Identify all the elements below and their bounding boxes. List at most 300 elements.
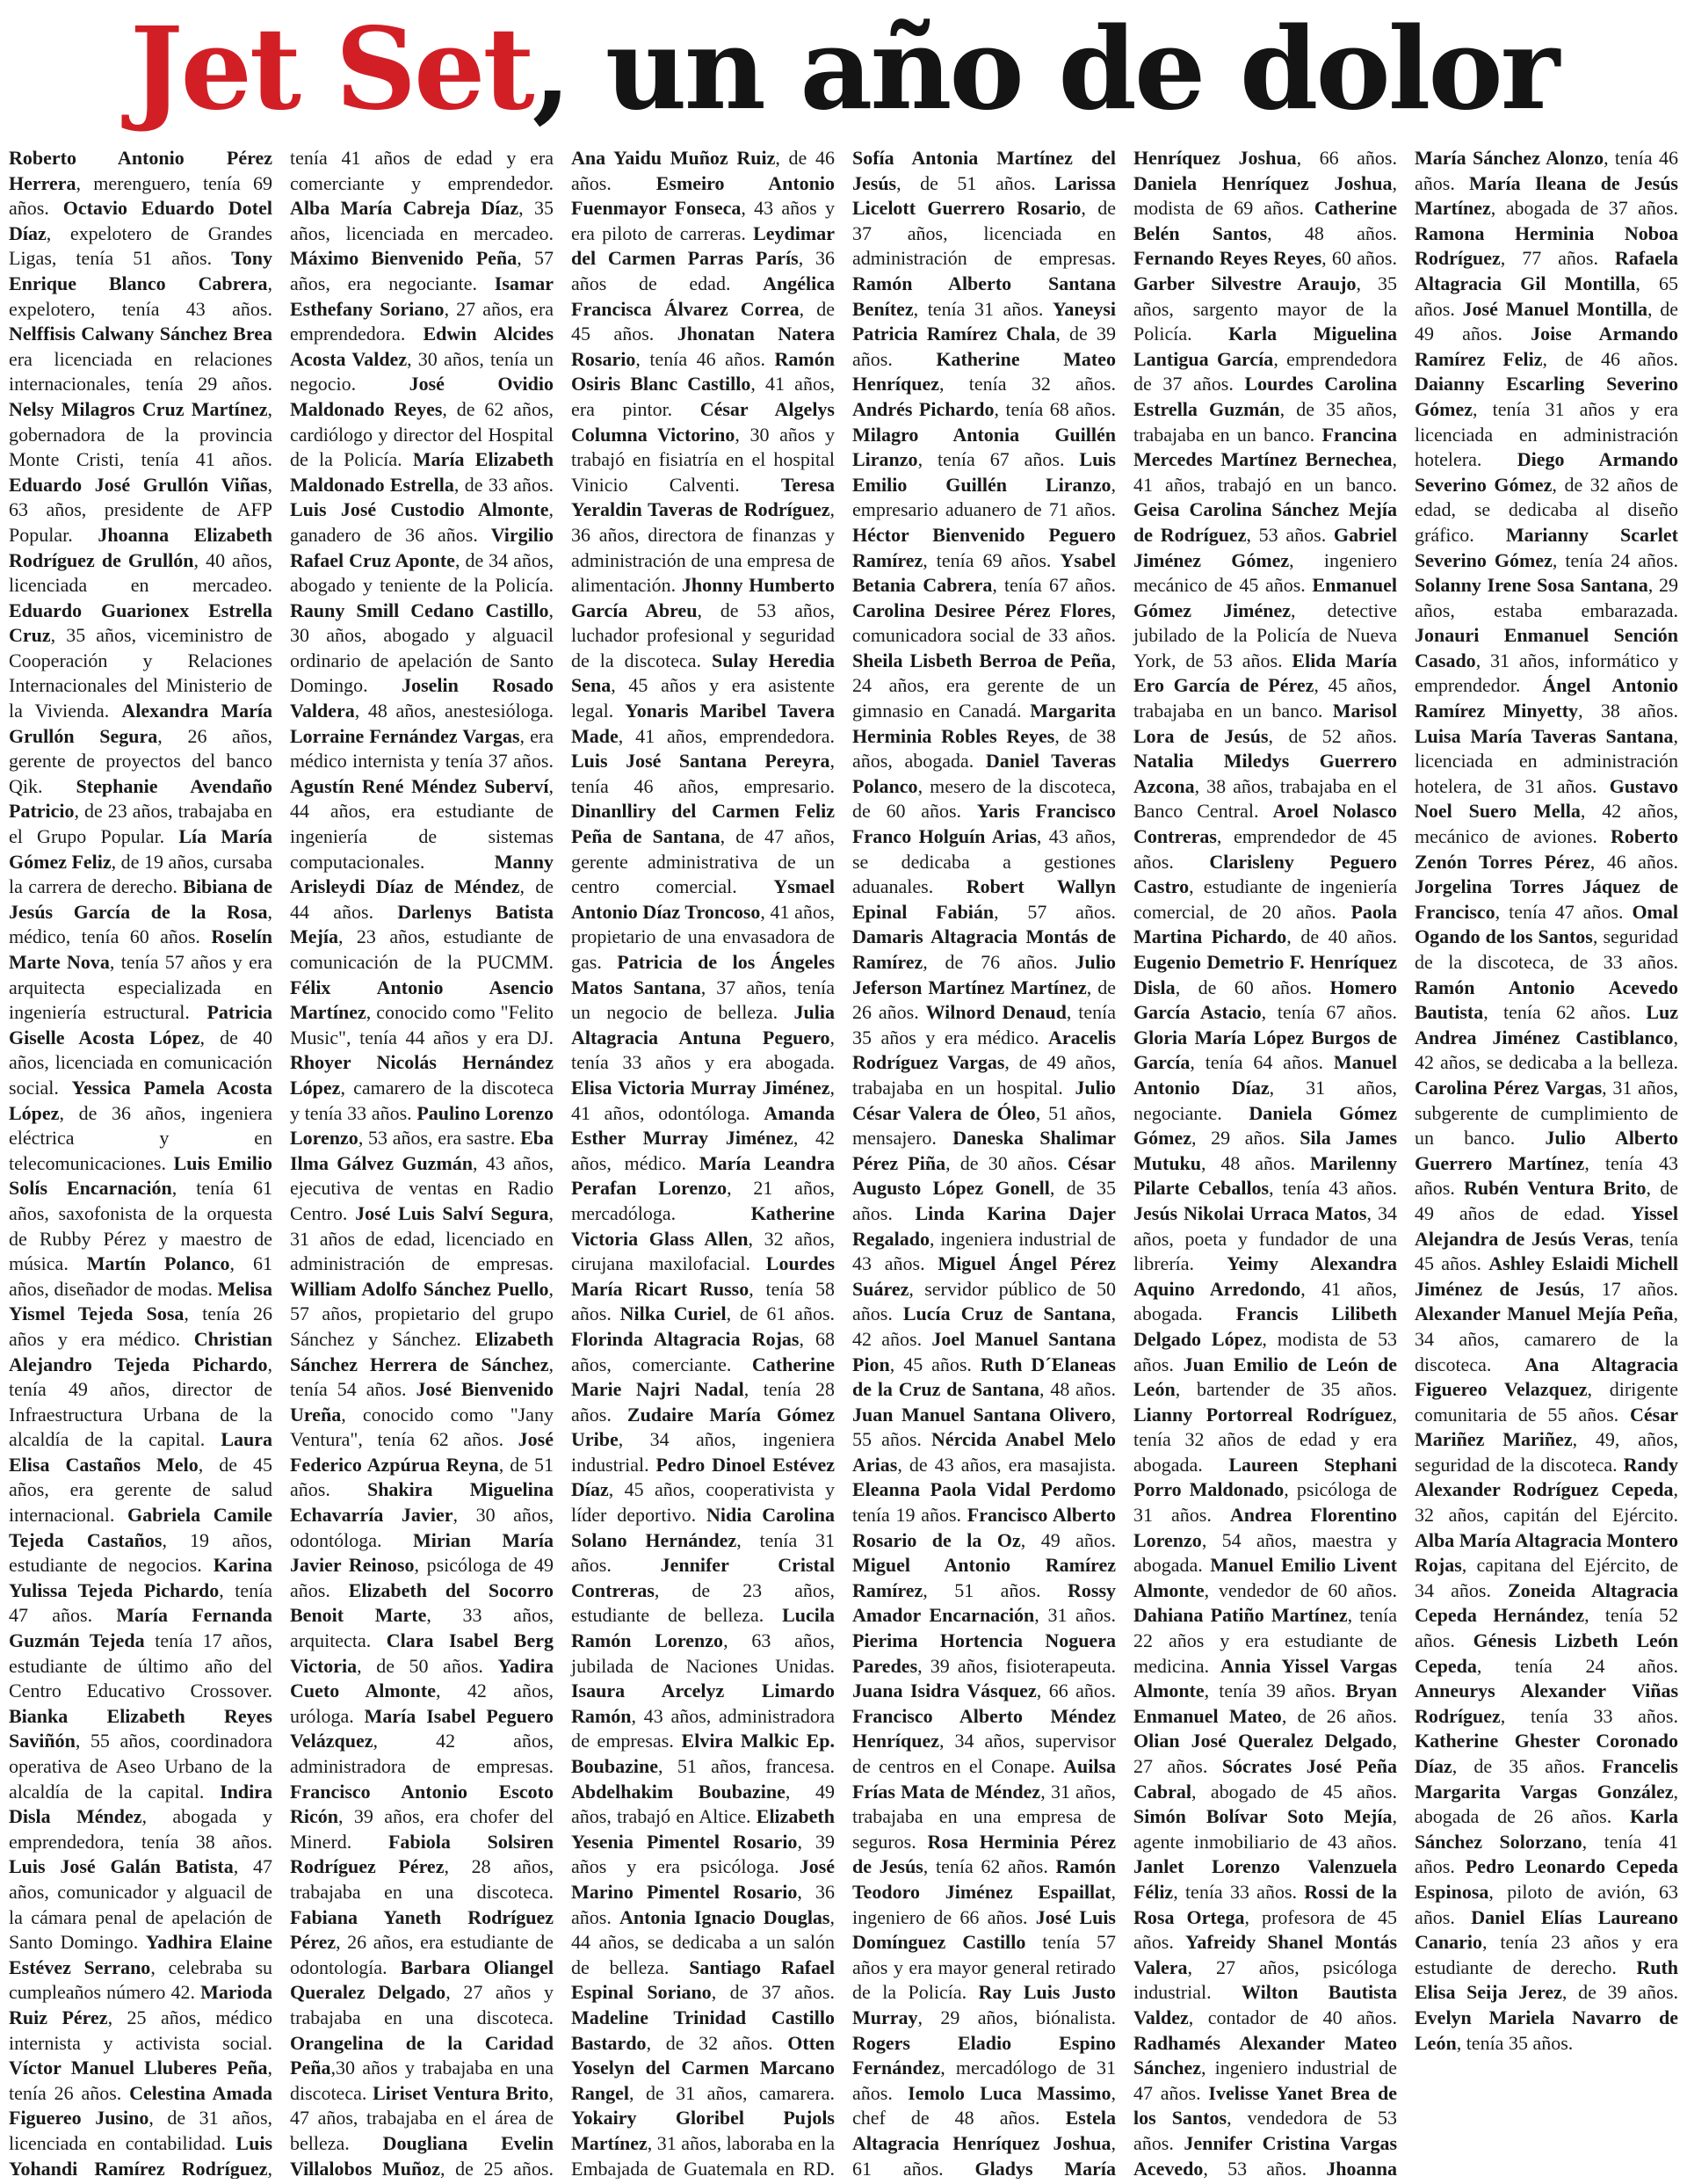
victim-name: Robert Wallyn Epinal Fabián <box>852 875 1116 923</box>
victim-name: Lucía Cruz de Santana <box>902 1302 1111 1325</box>
victim-description: , de 47 años, gerente administrativa de un centro comercial. <box>571 825 835 898</box>
victim-name: Lorraine Fernández Vargas <box>290 724 520 747</box>
victim-description: ,30 años y trabajaba en una discoteca. <box>290 2057 554 2104</box>
victim-description: , tenía 22 años y era estudiante de medicina. <box>1133 1604 1397 1677</box>
victim-description: , médico, tenía 60 años. <box>9 900 272 948</box>
victim-name: Jennifer Cristina Vargas Acevedo <box>1133 2131 1398 2179</box>
victim-description: , 45 años, trabajaba en un banco. <box>1133 674 1398 722</box>
victim-description: , de 26 años. <box>1281 1704 1397 1727</box>
victim-name: Larissa Licelott Guerrero Rosario <box>852 171 1117 220</box>
victim-name: Rosa Herminia Pérez de Jesús <box>852 1830 1116 1878</box>
victim-name: Daianny Escarling Severino Gómez <box>1415 373 1678 420</box>
victim-entry <box>1415 976 1678 1024</box>
victim-description: , 47 años, trabajaba en el área de belleza. <box>290 2081 554 2154</box>
victim-name: Daniela Henríquez Joshua <box>1133 171 1393 194</box>
victim-description: , 53 años. <box>1246 523 1327 546</box>
victim-name: Yadira Cueto Almonte <box>290 1654 554 1702</box>
victim-description: , tenía 57 años y era arquitecta especializada en ingeniería estructural. <box>9 951 273 1024</box>
victim-name: Jonauri Enmanuel Sención Casado <box>1415 624 1678 671</box>
victim-name: Yaneysi Patricia Ramírez Chala <box>852 297 1116 345</box>
victim-name: Luis Emilio Solís Encarnación <box>9 1151 272 1200</box>
victim-description: , 39 años, fisioterapeuta. <box>917 1654 1116 1677</box>
victim-description: , tenía 67 años. <box>992 574 1116 597</box>
victim-name: Aroel Nolasco Contreras <box>1133 800 1397 848</box>
victim-entry <box>1415 574 1678 621</box>
victim-description: , 31 años, trabajaba en una empresa de seguros. <box>852 1780 1116 1853</box>
victim-name: Lucila Ramón Lorenzo <box>571 1604 835 1652</box>
victim-description: , chef de 48 años. <box>852 2081 1117 2130</box>
victim-description: , de 45 años. <box>571 297 835 345</box>
victim-description: , 43 años, administradora de empresas. <box>571 1704 835 1752</box>
victim-name: Patricia de los Ángeles Matos Santana <box>571 951 835 998</box>
victim-name: Anneurys Alexander Viñas Rodríguez <box>1415 1680 1678 1727</box>
victim-description: , tenía 67 años. <box>917 448 1065 471</box>
victim-description: , 29 años, estaba embarazada. <box>1415 574 1678 621</box>
victim-name: Abdelhakim Boubazine <box>571 1780 786 1803</box>
victim-name: Miguel Ángel Pérez Suárez <box>852 1252 1117 1300</box>
victim-description: , 45 años y era asistente legal. <box>571 674 835 722</box>
victim-name: Mirian María Javier Reinoso <box>290 1528 554 1577</box>
victim-description: , 32 años, cirujana maxilofacial. <box>571 1227 835 1275</box>
victim-description: , 31 años, negociante. <box>1133 1076 1398 1124</box>
victim-description: , tenía 31 años y era licenciada en administración hotelera. <box>1415 397 1678 471</box>
victim-description: , mercadólogo de 31 años. <box>852 2057 1116 2104</box>
victim-name: José Luis Domínguez Castillo <box>852 1905 1116 1954</box>
victim-description: , 57 años, era negociante. <box>290 247 554 294</box>
victim-name: Esmeiro Antonio Fuenmayor Fonseca <box>571 171 835 220</box>
victim-name: Nelsy Milagros Cruz Martínez <box>9 397 268 420</box>
victim-name: Elizabeth del Socorro Benoit Marte <box>290 1578 554 1627</box>
victim-name: Julio Alberto Guerrero Martínez <box>1415 1127 1678 1174</box>
victim-description: , 57 años, propietario del grupo Sánchez y Sánchez. <box>290 1277 554 1350</box>
victim-name: Jhoanna Elizabeth Rodríguez de Grullón <box>9 523 273 571</box>
victim-description: , 51 años, mensajero. <box>852 1101 1117 1150</box>
victim-description: , tenía 47 años. <box>9 1578 272 1627</box>
victim-name: Olian José Queralez Delgado <box>1133 1730 1393 1752</box>
victim-description: , abogada de 37 años. <box>1490 197 1678 220</box>
victim-description: , 49 años. <box>1020 1528 1116 1551</box>
victim-description: , tenía 68 años. <box>994 397 1116 420</box>
victim-description: , ingeniero mecánico de 45 años. <box>1133 548 1397 597</box>
victim-description: , servidor público de 50 años. <box>852 1277 1116 1325</box>
victim-description: , de 51 años. <box>290 1453 554 1501</box>
victim-name: Julio César Valera de Óleo <box>852 1076 1116 1124</box>
victim-description: , 34 años, supervisor de centros en el Conape. <box>852 1730 1116 1777</box>
victim-name: Clara Isabel Berg Victoria <box>290 1629 554 1677</box>
victim-name: Rhoyer Nicolás Hernández López <box>290 1051 554 1099</box>
victim-name: Elida María Ero García de Pérez <box>1133 649 1398 697</box>
victim-description: , 26 años, era estudiante de odontología. <box>290 1931 554 1978</box>
victim-name: Gustavo Noel Suero Mella <box>1415 774 1678 823</box>
victim-name: Teresa Yeraldin Taveras de Rodríguez <box>571 473 835 521</box>
victim-description: , 27 años, era emprendedora. <box>290 297 554 345</box>
victim-name: Annia Yissel Vargas Almonte <box>1133 1654 1398 1702</box>
victim-description: , de 30 años. <box>945 1151 1058 1174</box>
victim-description: , 36 años. <box>571 1880 835 1928</box>
victim-description: , 42 años, médico. <box>571 1127 835 1174</box>
victim-name: Leydimar del Carmen Parras París <box>571 221 835 270</box>
victim-name: Randy Alexander Rodríguez Cepeda <box>1415 1453 1678 1501</box>
victim-name: Zoneida Altagracia Cepeda Hernández <box>1415 1578 1678 1627</box>
victim-description: , 49 años, trabajó en Altice. <box>571 1780 836 1828</box>
victim-description: , 35 años, sargento mayor de la Policía. <box>1133 272 1397 345</box>
victim-name: Yafreidy Shanel Montás Valera <box>1133 1931 1398 1978</box>
victim-description: , de 23 años, trabajaba en el Grupo Popular. <box>9 800 272 848</box>
victim-name: Ramón Alberto Santana Benítez <box>852 272 1116 320</box>
victim-description: , 34 años, poeta y fundador de una librería. <box>1133 1201 1398 1275</box>
victim-description: , tenía 45 años. <box>1415 1227 1678 1275</box>
victim-description: , 41 años, emprendedora. <box>618 724 835 747</box>
victim-description: , de 33 años. <box>453 473 554 496</box>
victim-name: José Ovidio Maldonado Reyes <box>290 373 554 420</box>
victim-description: tenía 19 años. <box>852 1504 962 1527</box>
victim-name: Daniela Gómez Gómez <box>1133 1101 1397 1150</box>
victim-name: Fabiola Solsiren Rodríguez Pérez <box>290 1830 554 1878</box>
victim-name: Manuel Emilio Livent Almonte <box>1133 1554 1397 1601</box>
victim-name: Madeline Trinidad Castillo Bastardo <box>571 2006 835 2054</box>
victim-description: , 29 años. <box>1191 1127 1285 1150</box>
victim-description: , vendedor de 60 años. <box>1204 1578 1397 1601</box>
victim-name: Sheila Lisbeth Berroa de Peña <box>852 649 1111 671</box>
victim-description: , 48 años. <box>1039 1378 1116 1401</box>
victim-name: José Bienvenido Ureña <box>290 1378 554 1426</box>
victim-description: , tenía 62 años. <box>1483 1001 1632 1024</box>
victim-name: Natalia Miledys Guerrero Azcona <box>1133 750 1397 797</box>
victim-description: , de 50 años. <box>357 1654 483 1677</box>
victim-name: Lourdes Carolina Estrella Guzmán <box>1133 373 1398 420</box>
victim-description: , de 40 años. <box>1286 925 1397 948</box>
victim-description: , 61 años, diseñador de modas. <box>9 1252 272 1300</box>
headline <box>9 0 1678 139</box>
victim-name: María Ileana de Jesús Martínez <box>1415 171 1678 220</box>
victim-name: Paola Martina Pichardo <box>1133 900 1397 948</box>
victim-description: , ingeniero industrial de 47 años. <box>1133 2057 1397 2104</box>
victim-name: Rossy Amador Encarnación <box>852 1578 1117 1627</box>
victim-description: , tenía 35 años y era médico. <box>852 1001 1116 1048</box>
victim-name: Bryan Enmanuel Mateo <box>1133 1680 1397 1727</box>
victim-name: Gabriela Camile Tejeda Castaños <box>9 1504 272 1551</box>
victim-name: Félix Antonio Asencio Martínez <box>290 976 554 1024</box>
victim-description: , ingeniera industrial de 43 años. <box>852 1227 1116 1275</box>
victim-name: Daneska Shalimar Pérez Piña <box>852 1127 1116 1174</box>
victim-description: , de 35 años. <box>1452 1755 1586 1777</box>
victim-description: , 36 años de edad. <box>571 247 835 294</box>
victim-description: , abogada de 26 años. <box>1415 1780 1678 1828</box>
victim-name: Bibiana de Jesús García de la Rosa <box>9 875 272 923</box>
victim-description: , 57 años. <box>994 900 1117 923</box>
victim-name: Omal Ogando de los Santos <box>1415 900 1678 948</box>
victim-name: Ivelisse Yanet Brea de los Santos <box>1133 2081 1398 2130</box>
victim-name: José Marino Pimentel Rosario <box>571 1855 836 1903</box>
victim-description: , 49, años, seguridad de la discoteca. <box>1415 1428 1678 1476</box>
victim-name: Edwin Alcides Acosta Valdez <box>290 323 554 370</box>
victim-description: , 38 años, trabajaba en el Banco Central. <box>1133 774 1397 823</box>
victim-description: , tenía 58 años. <box>571 1277 835 1325</box>
victim-name: Luz Andrea Jiménez Castiblanco <box>1415 1001 1678 1048</box>
victim-description: , 42 años, uróloga. <box>290 1680 554 1727</box>
victim-entry <box>290 976 554 1048</box>
victim-name: Joise Armando Ramírez Feliz <box>1415 323 1678 370</box>
victim-description: , profesora de 45 años. <box>1133 1905 1397 1954</box>
victim-description: , 66 años. <box>1036 1680 1116 1702</box>
victim-description: , modista de 53 años. <box>1133 1327 1397 1375</box>
victim-name: Agustín René Méndez Suberví <box>290 774 549 797</box>
victim-name: Ray Luis Justo Murray <box>852 1981 1117 2028</box>
victim-description: , 44 años, era estudiante de ingeniería de sistemas computacionales. <box>290 774 554 873</box>
victim-name: Ysabel Betania Cabrera <box>852 548 1116 597</box>
victim-name: Laura Elisa Castaños Melo <box>9 1428 273 1476</box>
victim-description: , de 49 años de edad. <box>1415 1177 1678 1224</box>
victim-name: Manuel Antonio Díaz <box>1133 1051 1397 1099</box>
victims-paragraph <box>9 147 1678 2179</box>
victim-description: , 25 años, médico internista y activista social. <box>9 2006 272 2054</box>
victim-name: Joselin Rosado Valdera <box>290 674 554 722</box>
victim-name: Ramón Osiris Blanc Castillo <box>571 347 835 395</box>
victim-name: Ruth D´Elaneas de la Cruz de Santana <box>852 1353 1116 1401</box>
victim-name: Katherine Ghester Coronado Díaz <box>1415 1730 1678 1777</box>
victim-description: , tenía 26 años y era médico. <box>9 1302 272 1350</box>
victim-name: Ana Altagracia Figuereo Velazquez <box>1415 1353 1678 1401</box>
victim-name: Roselín Marte Nova <box>9 925 272 973</box>
victim-name: Juana Isidra Vásquez <box>852 1680 1037 1702</box>
victim-name: Yissel Alejandra de Jesús Veras <box>1415 1201 1678 1250</box>
victim-description: , tenía 46 años. <box>635 347 766 370</box>
victim-entry <box>571 2107 835 2179</box>
victim-name: Daniel Elías Laureano Canario <box>1415 1905 1678 1954</box>
victim-name: Jhoanna María Sánchez Alonzo <box>1326 147 1604 2179</box>
victim-description: , bartender de 35 años. <box>1175 1378 1397 1401</box>
victim-name: Auilsa Frías Mata de Méndez <box>852 1755 1117 1803</box>
victim-description: , 35 años, viceministro de Cooperación y Relaciones Internacionales del Ministerio de la Vivienda. <box>9 624 272 722</box>
victim-description: , de 49 años. <box>1415 297 1678 345</box>
victim-description: , tenía 41 años. <box>1415 1830 1678 1878</box>
victim-description: , 30 años y trabajó en fisiatría en el hospital Vinicio Calventi. <box>571 423 835 496</box>
victim-description: , merenguero, tenía 69 años. <box>9 171 272 220</box>
victim-description: , 39 años y era psicóloga. <box>571 1830 836 1878</box>
victim-name: Iemolo Luca Massimo <box>908 2081 1111 2104</box>
victim-description: , licenciada en administración hotelera, de 31 años. <box>1415 724 1678 797</box>
victim-description: , de 36 años, ingeniera eléctrica y en telecomunicaciones. <box>9 1101 272 1174</box>
victim-description: , de 51 años. <box>896 171 1036 194</box>
victim-name: Manny Arisleydi Díaz de Méndez <box>290 850 554 898</box>
victim-name: César Algelys Columna Victorino <box>571 397 835 446</box>
victim-description: , de 49 años, trabajaba en un hospital. <box>852 1051 1117 1099</box>
victim-description: tenía 17 años, estudiante de último año del Centro Educativo Crossover. <box>9 1629 272 1702</box>
victim-name: Yonaris Maribel Tavera Made <box>571 700 836 747</box>
victim-description: , tenía 46 años, empresario. <box>571 750 835 797</box>
victim-description: , de 40 años, licenciada en comunicación social. <box>9 1026 272 1099</box>
victim-name: Darlenys Batista Mejía <box>290 900 554 948</box>
victim-description: , era médico internista y tenía 37 años. <box>290 724 554 773</box>
victim-description: , tenía 69 años. <box>923 548 1052 571</box>
victim-description: , 66 años. <box>1296 147 1397 169</box>
victim-name: José Manuel Montilla <box>1462 297 1648 320</box>
victim-name: Sócrates José Peña Cabral <box>1133 1755 1398 1803</box>
victim-description: , psicóloga de 31 años. <box>1133 1478 1397 1527</box>
victim-name: Milagro Antonia Guillén Liranzo <box>852 423 1116 471</box>
victim-description: , de 37 años. <box>711 1981 835 2004</box>
victim-name: Elvira Malkic Ep. Boubazine <box>571 1730 835 1777</box>
victim-name: César Mariñez Mariñez <box>1415 1403 1678 1451</box>
victim-description: , tenía 32 años. <box>939 373 1116 395</box>
victim-description: , camarero de la discoteca y tenía 33 años. <box>290 1076 554 1124</box>
victim-description: , estudiante de ingeniería comercial, de 20 años. <box>1133 875 1397 923</box>
victim-description: , 21 años, mercadóloga. <box>571 1177 836 1224</box>
victim-description: , detective jubilado de la Policía de Nueva York, de 53 años. <box>1133 599 1397 671</box>
victim-description: , de 76 años. <box>923 951 1058 973</box>
victim-description: , 37 años, tenía un negocio de belleza. <box>571 976 835 1024</box>
victim-name: Linda Karina Dajer Regalado <box>852 1201 1117 1250</box>
victim-description: , de 62 años, cardiólogo y director del Hospital de la Policía. <box>290 397 554 471</box>
victim-name: Martín Polanco <box>86 1252 230 1275</box>
victim-description: , 51 años. <box>923 1578 1041 1601</box>
victim-name: Fernando Reyes Reyes <box>1133 247 1322 270</box>
victim-description: , 30 años, tenía un negocio. <box>290 347 554 395</box>
victim-description: , tenía 61 años, saxofonista de la orquesta de Rubby Pérez y maestro de música. <box>9 1177 272 1275</box>
victim-description: , tenía 35 años. <box>1456 2031 1574 2054</box>
victim-name: Yeimy Alexandra Aquino Arredondo <box>1133 1252 1397 1300</box>
victim-name: Alexandra María Grullón Segura <box>9 700 272 747</box>
victim-description: , tenía 62 años. <box>923 1855 1048 1878</box>
victim-name: Karina Yulissa Tejeda Pichardo <box>9 1554 272 1601</box>
victim-name: Máximo Bienvenido Peña <box>290 247 518 270</box>
victim-description: , 39 años, era chofer del Minerd. <box>290 1805 554 1853</box>
victim-description: , 65 años. <box>1415 272 1678 320</box>
victim-description: , 41 años, propietario de una envasadora de gas. <box>571 900 835 973</box>
victim-name: Karla Sánchez Solorzano <box>1415 1805 1678 1853</box>
victim-description: , 51 años, francesa. <box>658 1755 835 1777</box>
victim-name: Katherine Mateo Henríquez <box>852 347 1116 395</box>
victim-name: Alexander Manuel Mejía Peña <box>1415 1302 1674 1325</box>
headline-rest: , un año de dolor <box>532 4 1558 135</box>
victim-entry <box>852 1680 1116 1701</box>
victim-name: Yadhira Elaine Estévez Serrano <box>9 1931 272 1978</box>
victim-name: Elizabeth Yesenia Pimentel Rosario <box>571 1805 835 1853</box>
victim-name: Luis José Santana Pereyra <box>571 750 830 773</box>
victim-name: Ramón Antonio Acevedo Bautista <box>1415 976 1678 1024</box>
victim-description: , 30 años, abogado y alguacil ordinario de apelación de Santo Domingo. <box>290 599 554 697</box>
victim-description: , 45 años. <box>889 1353 972 1375</box>
victim-description: , 55 años, coordinadora operativa de Aseo Urbano de la alcaldía de la capital. <box>9 1730 272 1803</box>
victim-description: , conocido como "Felito Music", tenía 44 años y era DJ. <box>290 1001 554 1048</box>
victim-entry <box>620 1302 835 1324</box>
victim-description: , 33 años, arquitecta. <box>290 1604 554 1652</box>
victim-name: Radhamés Alexander Mateo Sánchez <box>1133 2031 1397 2079</box>
victim-name: Dinanlliry del Carmen Feliz Peña de Santana <box>571 800 835 848</box>
victim-description: , 43 años, se dedicaba a gestiones aduanales. <box>852 825 1117 898</box>
victim-name: Octavio Eduardo Dotel Díaz <box>9 197 272 244</box>
victim-name: Génesis Lizbeth León Cepeda <box>1415 1629 1678 1677</box>
victim-description: , 43 años y era piloto de carreras. <box>571 197 835 244</box>
victim-name: Isamar Esthefany Soriano <box>290 272 554 320</box>
victim-description: , piloto de avión, 63 años. <box>1415 1880 1678 1928</box>
victim-name: Christian Alejandro Tejeda Pichardo <box>9 1327 272 1375</box>
victim-name: Rossi de la Rosa Ortega <box>1133 1880 1397 1928</box>
victim-name: Pedro Leonardo Cepeda Espinosa <box>1415 1855 1678 1903</box>
victim-name: Andrea Florentino Lorenzo <box>1133 1504 1397 1551</box>
victim-name: Eba Ilma Gálvez Guzmán <box>290 1127 554 1174</box>
victim-description: , modista de 69 años. <box>1133 171 1397 220</box>
victim-name: Roberto Zenón Torres Pérez <box>1415 825 1678 873</box>
victim-name: Jhonny Humberto García Abreu <box>571 574 835 621</box>
victim-description: , 41 años, trabajó en un banco. <box>1133 448 1397 496</box>
victim-description: , de 44 años. <box>290 875 554 923</box>
victim-description: , 47 años, comunicador y alguacil de la cámara penal de apelación de Santo Domingo. <box>9 1855 272 1954</box>
victim-description: , tenía 52 años. <box>1415 1604 1678 1652</box>
victim-name: Francis Lilibeth Delgado López <box>1133 1302 1397 1350</box>
victim-name: María Isabel Peguero Velázquez <box>290 1704 554 1752</box>
victim-description: , 17 años. <box>1579 1277 1678 1300</box>
victim-description: , abogado de 45 años. <box>1191 1780 1397 1803</box>
victim-description: , de 37 años, licenciada en administración de empresas. <box>852 197 1116 270</box>
victim-description: , de 23 años, estudiante de belleza. <box>571 1578 835 1627</box>
victim-name: Lourdes María Ricart Russo <box>571 1252 836 1300</box>
victim-name: Ramón Teodoro Jiménez Espaillat <box>852 1855 1116 1903</box>
victim-description: , de 35 años, trabajaba en un banco. <box>1133 397 1397 446</box>
victim-name: Rauny Smill Cedano Castillo <box>290 599 549 621</box>
victim-name: Geisa Carolina Sánchez Mejía de Rodríguez <box>1133 498 1397 546</box>
victim-name: César Augusto López Gonell <box>852 1151 1117 1200</box>
victim-name: Isaura Arcelyz Limardo Ramón <box>571 1680 835 1727</box>
victim-name: Karla Miguelina Lantigua García <box>1133 323 1397 370</box>
victim-name: Luis Emilio Guillén Liranzo <box>852 448 1116 496</box>
victim-description: , de 35 años. <box>852 1177 1116 1224</box>
victim-name: Katherine Victoria Glass Allen <box>571 1201 835 1250</box>
victim-name: Eduardo José Grullón Viñas <box>9 473 268 496</box>
victim-description: , tenía 43 años. <box>1269 1177 1397 1200</box>
victim-description: , tenía 46 años. <box>1415 147 1678 194</box>
victim-name: Rafaela Altagracia Gil Montilla <box>1415 247 1678 294</box>
victim-description: , celebraba su cumpleaños número 42. <box>9 1955 273 2004</box>
victim-name: Alba María Cabreja Díaz <box>290 197 519 220</box>
victim-name: Aracelis Rodríguez Vargas <box>852 1026 1117 1074</box>
victim-name: Lianny Portorreal Rodríguez <box>1133 1403 1393 1426</box>
victim-name: Luis Yohandi Ramírez Rodríguez <box>9 2131 273 2179</box>
victim-name: Francina Mercedes Martínez Bernechea <box>1133 423 1398 471</box>
victim-name: Barbara Oliangel Queralez Delgado <box>290 1955 554 2004</box>
victim-description: , 19 años, estudiante de negocios. <box>9 1528 272 1577</box>
victim-name: Florinda Altagracia Rojas <box>571 1327 800 1350</box>
victim-name: Pedro Dinoel Estévez Díaz <box>571 1453 835 1501</box>
victim-name: Homero García Astacio <box>1133 976 1398 1024</box>
victim-name: Fabiana Yaneth Rodríguez Pérez <box>290 1905 554 1954</box>
victim-name: Liriset Ventura Brito <box>373 2081 549 2104</box>
victim-name: Wilnord Denaud <box>925 1001 1067 1024</box>
victim-entry <box>9 323 272 395</box>
victim-name: Jorgelina Torres Jáquez de Francisco <box>1415 875 1678 923</box>
victim-description: , 35 años, licenciada en mercadeo. <box>290 197 554 244</box>
victim-description: , de 52 años. <box>1268 724 1397 747</box>
victim-name: Andrés Pichardo <box>852 397 995 420</box>
victim-name: Francisco Antonio Escoto Ricón <box>290 1780 554 1828</box>
victim-name: Roberto Antonio Pérez Herrera <box>9 147 272 194</box>
victim-description: , 48 años. <box>1201 1151 1296 1174</box>
victim-description: , 44 años, se dedicaba a un salón de belleza. <box>571 1905 835 1978</box>
victim-name: Solanny Irene Sosa Santana <box>1415 574 1648 597</box>
victim-name: Virgilio Rafael Cruz Aponte <box>290 523 554 571</box>
victim-description: , 42 años, mecánico de aviones. <box>1415 800 1678 848</box>
victim-name: Catherine Belén Santos <box>1133 197 1397 244</box>
victim-name: Eduardo Guarionex Estrella Cruz <box>9 599 272 647</box>
victim-description: , tenía 31 años. <box>571 1528 835 1577</box>
victim-description: , tenía 31 años. <box>913 297 1044 320</box>
victim-description: , 55 años. <box>852 1403 1116 1451</box>
victim-name: Catherine Marie Najri Nadal <box>571 1353 835 1401</box>
victim-description: , 24 años, era gerente de un gimnasio en Canadá. <box>852 649 1116 722</box>
victim-description: , conocido como "Jany Ventura", tenía 62 años. <box>290 1403 554 1451</box>
victim-entry <box>852 1629 1116 1677</box>
victim-description: , seguridad de la discoteca, de 33 años. <box>1415 925 1678 973</box>
